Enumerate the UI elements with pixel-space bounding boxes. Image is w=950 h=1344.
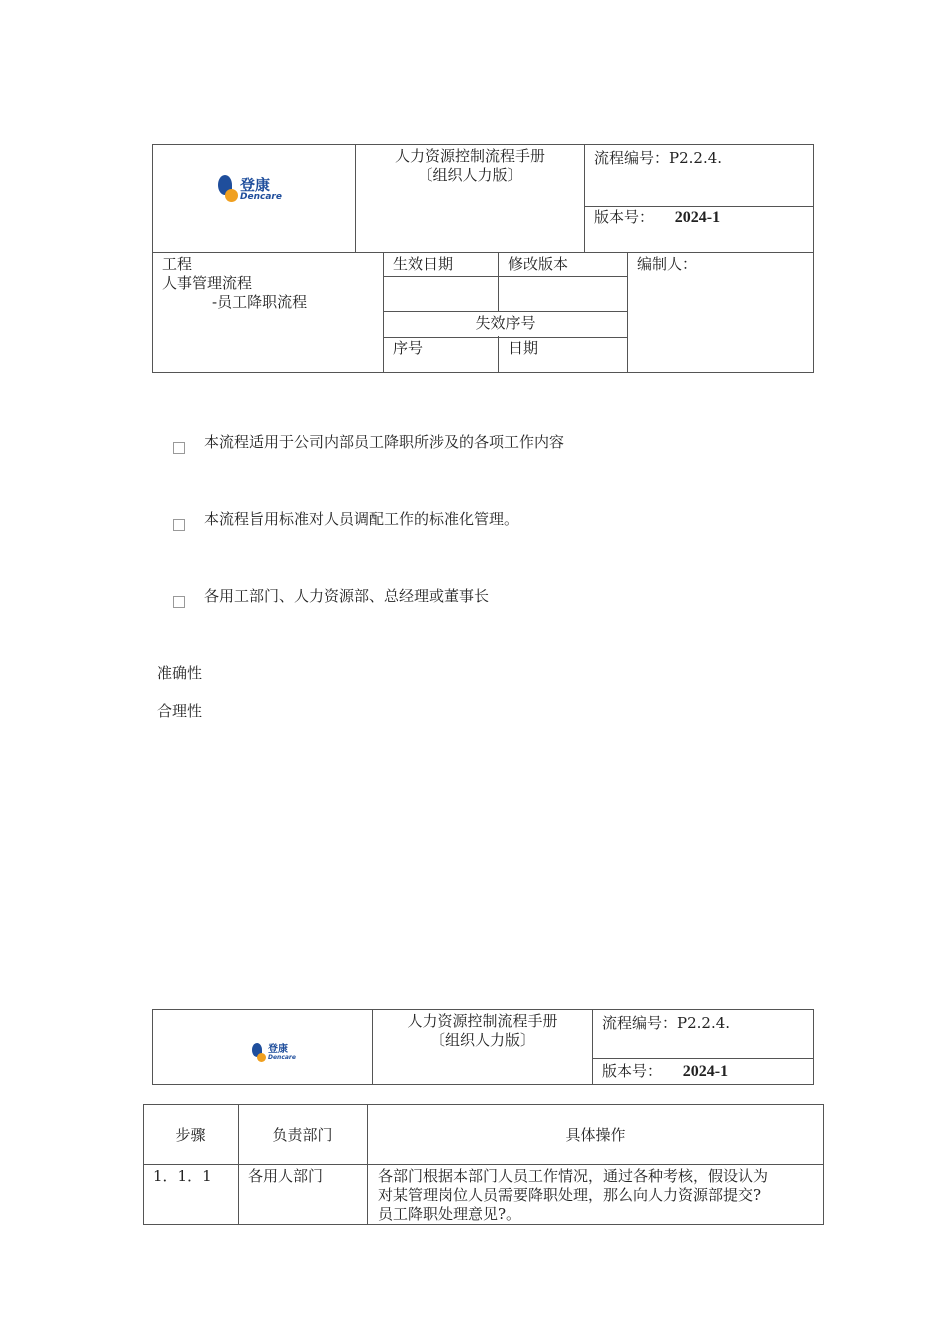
checkbox-icon — [173, 519, 185, 531]
process-no-label: 流程编号： — [594, 149, 670, 167]
process-name: 人事管理流程 — [162, 274, 253, 292]
process-no-value: P2.2.4. — [669, 149, 723, 167]
process-no-value: P2.2.4. — [677, 1014, 731, 1032]
manual-title: 人力资源控制流程手册 — [407, 1012, 558, 1030]
effective-date-label: 生效日期 — [393, 255, 454, 273]
steps-header-dept: 负责部门 — [272, 1126, 333, 1144]
process-no — [594, 149, 722, 168]
process-no-label: 流程编号： — [602, 1014, 678, 1032]
project-label: 工程 — [162, 255, 193, 273]
version-label: 版本号： — [594, 208, 655, 226]
manual-title: 人力资源控制流程手册 — [394, 147, 545, 165]
step-action-line: 员工降职处理意见?。 — [378, 1205, 522, 1223]
editor-label: 编制人： — [637, 255, 698, 273]
note-accuracy: 准确性 — [157, 664, 203, 682]
step-number: 1．1．1 — [153, 1167, 212, 1185]
checkbox-icon — [173, 596, 185, 608]
step-dept: 各用人部门 — [248, 1167, 324, 1185]
version — [602, 1062, 728, 1081]
sub-process-name: -员工降职流程 — [212, 293, 308, 311]
checkbox-icon — [173, 442, 185, 454]
version-label: 版本号： — [602, 1062, 663, 1080]
logo-cn-text: 登康 — [240, 176, 271, 194]
bullet-text: 本流程旨用标准对人员调配工作的标准化管理。 — [204, 510, 520, 528]
process-no — [602, 1014, 730, 1033]
revision-label: 修改版本 — [508, 255, 569, 273]
step-action-line: 对某管理岗位人员需要降职处理，那么向人力资源部提交? — [378, 1186, 762, 1204]
bullet-text: 本流程适用于公司内部员工降职所涉及的各项工作内容 — [204, 433, 565, 451]
company-logo — [218, 175, 282, 205]
manual-subtitle: 〔组织人力版〕 — [417, 166, 523, 184]
steps-header-step: 步骤 — [175, 1126, 206, 1144]
seq-label: 序号 — [393, 339, 424, 357]
bullet-text: 各用工部门、人力资源部、总经理或董事长 — [204, 587, 490, 605]
invalid-seq-label: 失效序号 — [475, 314, 536, 332]
steps-header-action: 具体操作 — [565, 1126, 626, 1144]
version-value: 2024-1 — [682, 1063, 729, 1080]
date-label: 日期 — [508, 339, 539, 357]
logo-cn-text: 登康 — [268, 1044, 288, 1055]
manual-subtitle: 〔组织人力版〕 — [429, 1031, 535, 1049]
step-action-line: 各部门根据本部门人员工作情况，通过各种考核，假设认为 — [378, 1167, 769, 1185]
company-logo — [252, 1043, 296, 1063]
version-value: 2024-1 — [674, 209, 721, 226]
logo-en-text: Dencare — [268, 1054, 296, 1061]
version — [594, 208, 720, 227]
logo-en-text: Dencare — [240, 192, 282, 202]
note-rationality: 合理性 — [157, 702, 203, 720]
